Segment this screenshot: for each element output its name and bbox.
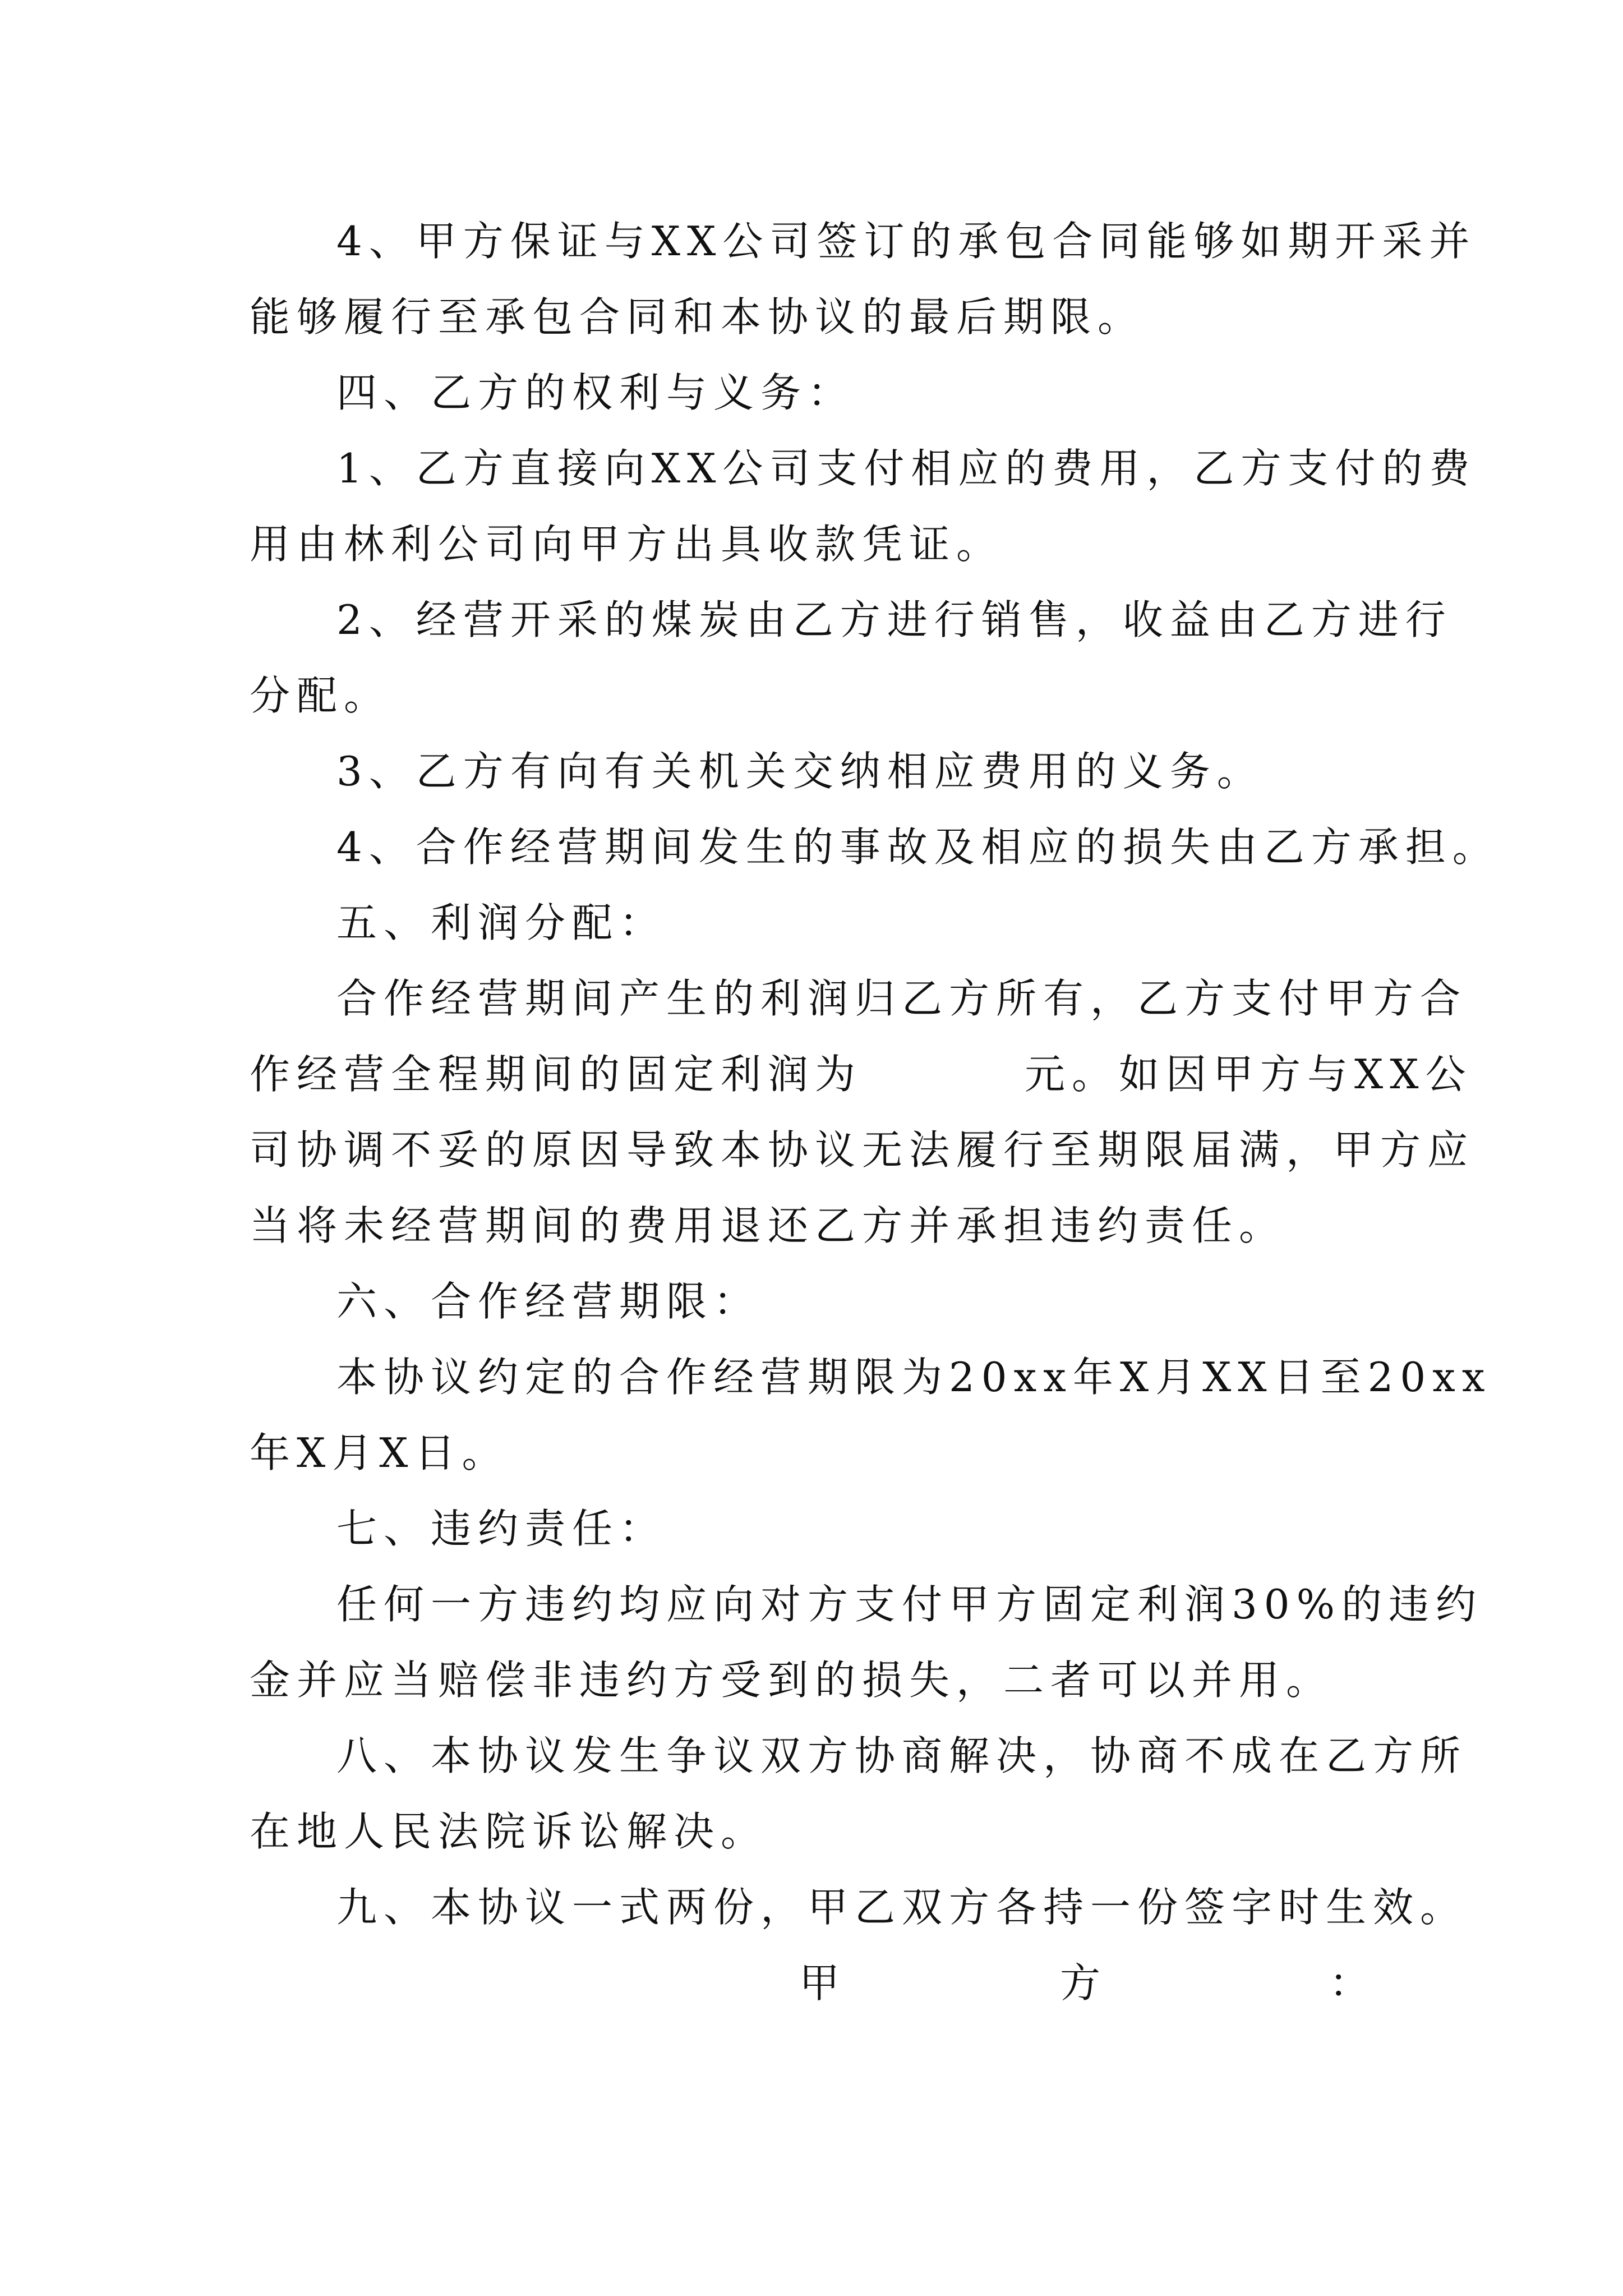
paragraph-line: 3、乙方有向有关机关交纳相应费用的义务。 [336,748,1264,795]
paragraph-line: 能够履行至承包合同和本协议的最后期限。 [250,293,1145,341]
paragraph-line: 用由林利公司向甲方出具收款凭证。 [250,521,1004,568]
paragraph-line: 合作经营期间产生的利润归乙方所有，乙方支付甲方合 [336,975,1468,1022]
paragraph-line: 4、合作经营期间发生的事故及相应的损失由乙方承担。 [336,823,1500,871]
paragraph-line: 2、经营开采的煤炭由乙方进行销售，收益由乙方进行 [336,596,1453,643]
signature-colon: ： [1329,1959,1370,2007]
paragraph-line: 4、甲方保证与XX公司签订的承包合同能够如期开采并 [336,218,1477,265]
paragraph-line: 1、乙方直接向XX公司支付相应的费用，乙方支付的费 [336,445,1477,492]
section-heading: 七、违约责任： [336,1505,667,1552]
section-heading: 五、利润分配： [336,899,667,946]
signature-label-char: 甲 [799,1959,840,2007]
paragraph-line: 任何一方违约均应向对方支付甲方固定利润30%的违约 [336,1581,1483,1628]
paragraph-line: 在地人民法院诉讼解决。 [250,1808,768,1855]
paragraph-line: 九、本协议一式两份，甲乙双方各持一份签字时生效。 [336,1884,1468,1931]
paragraph-line: 年X月X日。 [250,1429,509,1476]
paragraph-line: 八、本协议发生争议双方协商解决，协商不成在乙方所 [336,1732,1468,1779]
paragraph-line [250,1046,1473,1102]
paragraph-fragment: 元。如因甲方与XX公 [1025,1051,1473,1098]
paragraph-line: 司协调不妥的原因导致本协议无法履行至期限届满，甲方应 [250,1126,1475,1174]
section-heading: 六、合作经营期限： [336,1278,761,1325]
signature-label-char: 方 [1060,1959,1101,2007]
paragraph-line: 金并应当赔偿非违约方受到的损失，二者可以并用。 [250,1657,1334,1704]
paragraph-line: 分配。 [250,672,391,719]
paragraph-line: 本协议约定的合作经营期限为20xx年X月XX日至20xx [336,1354,1492,1401]
section-heading: 四、乙方的权利与义务： [336,369,855,416]
paragraph-line: 当将未经营期间的费用退还乙方并承担违约责任。 [250,1202,1287,1249]
paragraph-fragment: 作经营全程期间的固定利润为 [250,1051,863,1098]
